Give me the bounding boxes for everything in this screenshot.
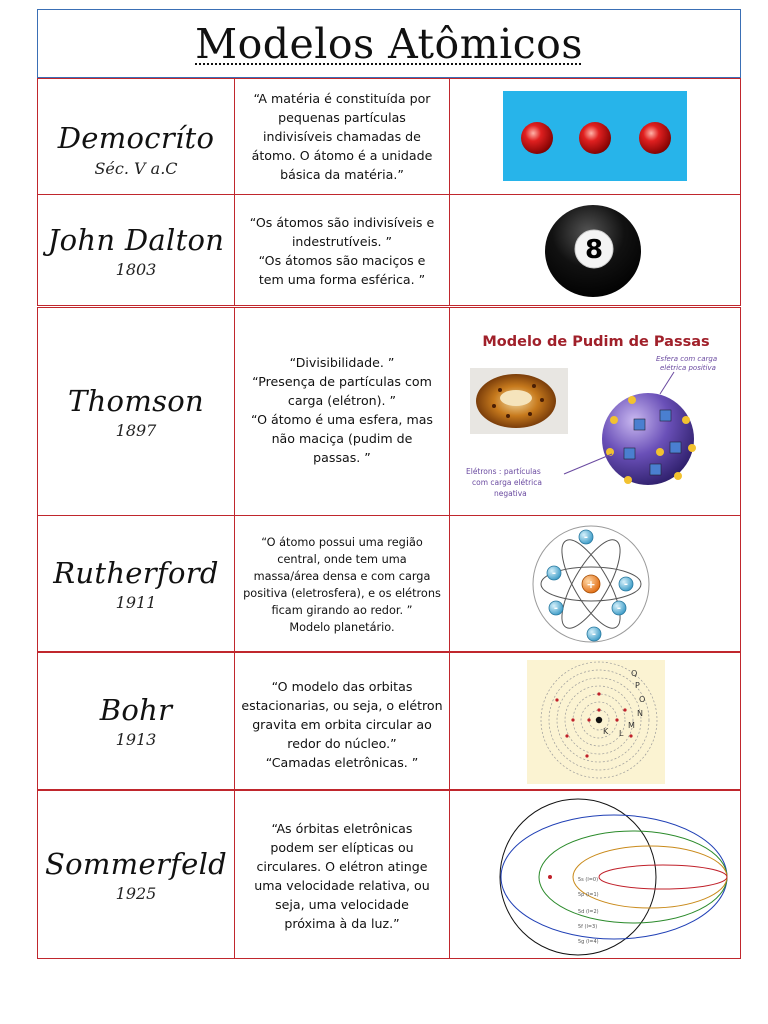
svg-text:-: -	[553, 603, 559, 614]
model-year: 1925	[115, 884, 157, 903]
model-name: Rutherford	[53, 556, 219, 590]
three-spheres-illustration	[503, 91, 687, 181]
illustration-cell	[450, 79, 740, 194]
model-row-sommerfeld	[37, 790, 741, 959]
svg-text:5p (l=1): 5p (l=1)	[578, 892, 599, 898]
model-row-thomson	[37, 307, 741, 516]
ball-number: 8	[584, 235, 604, 265]
description-cell	[235, 653, 450, 789]
page-title: Modelos Atômicos	[195, 20, 583, 68]
description-cell	[235, 791, 450, 958]
model-description: “A matéria é constituída por pequenas partículas indivisíveis chamadas de átomo. O átomo é a unidade básica da matéria.”	[251, 91, 433, 182]
illustration-cell	[450, 791, 740, 958]
model-name: Democríto	[57, 121, 215, 155]
svg-text:-: -	[591, 629, 597, 640]
name-cell	[38, 195, 235, 305]
svg-text:5g (l=4): 5g (l=4)	[578, 939, 599, 945]
svg-text:-: -	[623, 579, 629, 590]
name-cell	[38, 516, 235, 651]
svg-text:5d (l=2): 5d (l=2)	[578, 909, 599, 915]
electrons-label: Elétrons : partículas com carga elétrica negativa	[466, 467, 542, 498]
illustration-cell	[450, 308, 740, 515]
illustration-cell	[450, 653, 740, 789]
model-name: John Dalton	[47, 223, 225, 257]
model-description: “As órbitas eletrônicas podem ser elípticas ou circulares. O elétron atinge uma velocidade relativa, ou seja, uma velocidade próxima à da luz.”	[254, 821, 430, 931]
model-year: 1897	[115, 421, 157, 440]
model-description: “O átomo possui uma região central, onde tem uma massa/área densa e com carga positiva (eletrosfera), e os elétrons ficam girando ao redor. ” Modelo planetário.	[243, 536, 441, 634]
title-box	[37, 9, 741, 78]
plum-pudding-illustration	[464, 324, 726, 506]
plum-pudding-title: Modelo de Pudim de Passas	[482, 334, 710, 350]
name-cell	[38, 79, 235, 194]
svg-text:O: O	[639, 695, 646, 704]
svg-text:-: -	[551, 568, 557, 579]
illustration-cell	[450, 516, 740, 651]
svg-text:-: -	[583, 532, 589, 543]
name-cell	[38, 308, 235, 515]
model-row-dalton	[37, 194, 741, 306]
description-cell	[235, 195, 450, 305]
model-row-rutherford	[37, 515, 741, 652]
model-year: 1803	[115, 260, 157, 279]
model-year: Séc. V a.C	[94, 159, 178, 178]
description-cell	[235, 516, 450, 651]
svg-text:M: M	[628, 721, 635, 730]
model-description: “Os átomos são indivisíveis e indestrutíveis. ” “Os átomos são maciços e tem uma forma esférica. ”	[249, 215, 435, 287]
svg-text:Q: Q	[631, 669, 638, 678]
elliptical-orbits-illustration	[478, 795, 746, 957]
billiard-ball-illustration	[543, 203, 643, 299]
orbit-labels	[578, 877, 599, 945]
model-name: Sommerfeld	[44, 847, 228, 881]
svg-text:L: L	[619, 729, 624, 738]
model-row-democrito	[37, 78, 741, 195]
svg-text:P: P	[635, 681, 640, 690]
nucleus-sign: +	[586, 578, 596, 591]
illustration-cell	[450, 195, 740, 305]
electron-shells-illustration	[527, 660, 665, 784]
planetary-atom-illustration	[530, 524, 652, 644]
svg-text:N: N	[637, 709, 643, 718]
model-description: “Divisibilidade. ” “Presença de partículas com carga (elétron). ” “O átomo é uma esfera, mas não maciça (pudim de passas. ”	[251, 355, 433, 465]
model-name: Bohr	[99, 693, 173, 727]
svg-text:K: K	[603, 727, 609, 736]
model-row-bohr	[37, 652, 741, 790]
svg-text:-: -	[616, 603, 622, 614]
model-name: Thomson	[67, 384, 205, 418]
name-cell	[38, 791, 235, 958]
description-cell	[235, 308, 450, 515]
sphere-label: Esfera com carga elétrica positiva	[656, 355, 718, 372]
name-cell	[38, 653, 235, 789]
model-year: 1911	[115, 593, 157, 612]
description-cell	[235, 79, 450, 194]
model-description: “O modelo das orbitas estacionarias, ou seja, o elétron gravita em orbita circular ao redor do núcleo.” “Camadas eletrônicas. ”	[241, 679, 443, 770]
model-year: 1913	[115, 730, 157, 749]
svg-text:5f (l=3): 5f (l=3)	[578, 924, 598, 930]
svg-text:5s (l=0): 5s (l=0)	[578, 877, 599, 883]
